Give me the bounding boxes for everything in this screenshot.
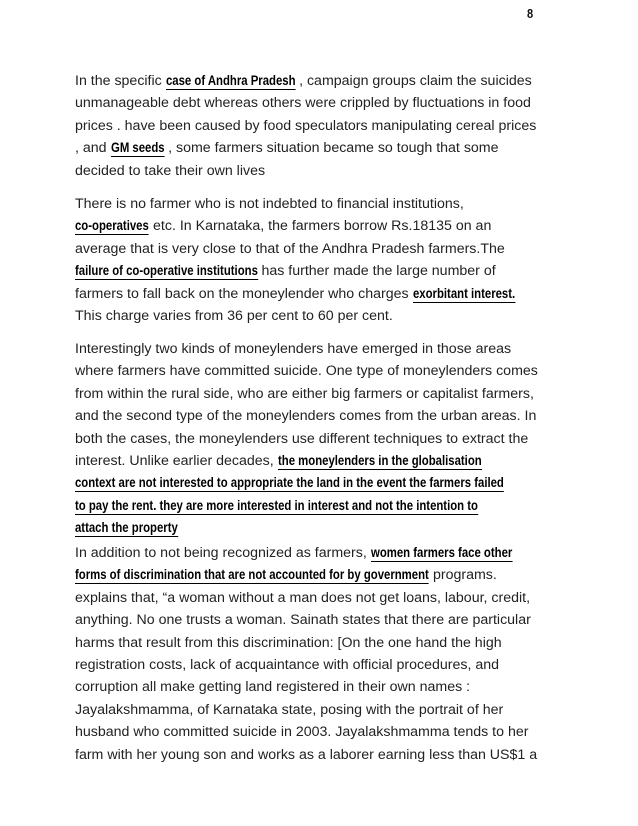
text-line: , and GM seeds , some farmers situation became so tough that some xyxy=(75,140,499,157)
highlight-exorbitant-interest: exorbitant interest. xyxy=(412,285,515,302)
text-line: In addition to not being recognized as farmers, women farmers face other xyxy=(75,545,513,561)
text-line: husband who committed suicide in 2003. Jayalakshmamma tends to her xyxy=(75,724,529,741)
paragraph-andhra-pradesh xyxy=(75,70,536,182)
text-line: corruption all make getting land registered in their own names : xyxy=(75,679,471,696)
text-line: prices . have been caused by food speculators manipulating cereal prices xyxy=(75,117,537,134)
text-line: where farmers have committed suicide. One type of moneylenders comes xyxy=(75,363,538,380)
text-line: Interestingly two kinds of moneylenders have emerged in those areas xyxy=(75,341,512,357)
paragraph-indebted-farmers xyxy=(75,193,514,327)
paragraph-women-farmers xyxy=(75,542,537,766)
text-line: Jayalakshmamma, of Karnataka state, posing with the portrait of her xyxy=(75,701,504,718)
highlight-failure-of-co-operative-institutions: failure of co-operative institutions xyxy=(75,263,258,280)
highlight-gm-seeds: GM seeds xyxy=(110,140,165,157)
paragraph-moneylenders xyxy=(75,338,538,540)
highlight-attach-the-property: attach the property xyxy=(75,520,178,537)
text-line: There is no farmer who is not indebted to financial institutions, xyxy=(75,196,464,212)
text-line: from within the rural side, who are either big farmers or capitalist farmers, xyxy=(75,385,534,402)
text-line: both the cases, the moneylenders use different techniques to extract the xyxy=(75,430,529,447)
highlight-moneylenders-globalisation: the moneylenders in the globalisation xyxy=(277,452,482,469)
highlight-case-of-andhra-pradesh: case of Andhra Pradesh xyxy=(165,73,296,89)
highlight-pay-the-rent: to pay the rent. they are more interested in interest and not the intention to xyxy=(75,497,478,514)
text-line: harms that result from this discrimination: [On the one hand the high xyxy=(75,634,502,651)
text-line: failure of co-operative institutions has further made the large number of xyxy=(75,263,496,280)
text-line xyxy=(75,495,538,517)
text-line xyxy=(75,472,538,494)
text-line: decided to take their own lives xyxy=(75,162,266,179)
text-line: explains that, “a woman without a man does not get loans, labour, credit, xyxy=(75,589,531,606)
text-line: co-operatives etc. In Karnataka, the farmers borrow Rs.18135 on an xyxy=(75,218,492,235)
text-line: anything. No one trusts a woman. Sainath states that there are particular xyxy=(75,612,531,629)
highlight-not-interested-land: context are not interested to appropriate the land in the event the farmers failed xyxy=(75,475,504,492)
text-line: unmanageable debt whereas others were crippled by fluctuations in food xyxy=(75,95,531,112)
text-line: forms of discrimination that are not accounted for by government programs. xyxy=(75,567,497,584)
text-line: interest. Unlike earlier decades, the moneylenders in the globalisation xyxy=(75,452,482,469)
page-number: 8 xyxy=(527,6,534,21)
text-line: farm with her young son and works as a laborer earning less than US$1 a xyxy=(75,746,538,763)
text-line: registration costs, lack of acquaintance with official procedures, and xyxy=(75,656,500,673)
text-line: average that is very close to that of the Andhra Pradesh farmers.The xyxy=(75,240,505,257)
text-line xyxy=(75,517,538,539)
text-line: In the specific case of Andhra Pradesh , campaign groups claim the suicides xyxy=(75,73,532,89)
highlight-co-operatives: co-operatives xyxy=(75,218,149,235)
text-line: farmers to fall back on the moneylender who charges exorbitant interest. xyxy=(75,285,515,302)
text-line: This charge varies from 36 per cent to 60 per cent. xyxy=(75,307,393,324)
highlight-women-farmers: women farmers face other xyxy=(370,545,513,561)
text-line: and the second type of the moneylenders comes from the urban areas. In xyxy=(75,408,537,425)
highlight-discrimination: forms of discrimination that are not accounted for by government xyxy=(75,567,429,584)
